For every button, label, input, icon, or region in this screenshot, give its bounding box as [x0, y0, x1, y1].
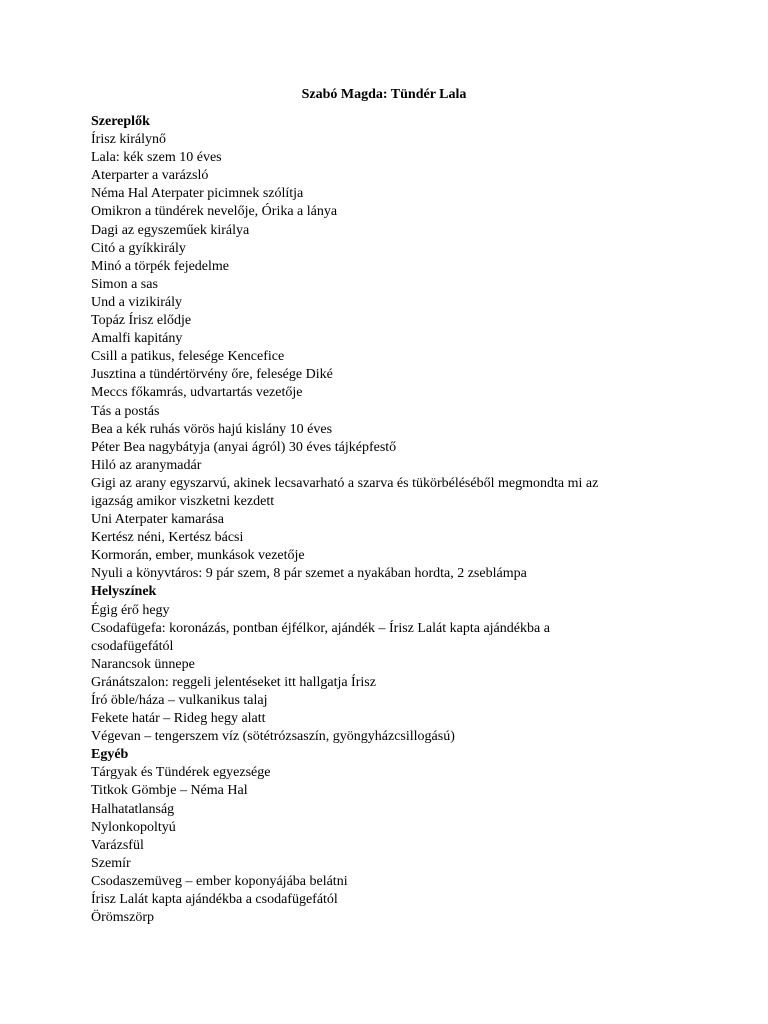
- list-item: Aterparter a varázsló: [91, 168, 209, 184]
- list-item: Égig érő hegy: [91, 602, 170, 618]
- list-item: Fekete határ – Rideg hegy alatt: [91, 711, 266, 727]
- list-item: Tás a postás: [91, 403, 160, 419]
- list-item: Néma Hal Aterpater picimnek szólítja: [91, 186, 304, 202]
- list-item: Narancsok ünnepe: [91, 656, 195, 672]
- list-item: Hiló az aranymadár: [91, 457, 202, 473]
- list-item: Gránátszalon: reggeli jelentéseket itt hallgatja Írisz: [91, 674, 376, 690]
- list-item: Lala: kék szem 10 éves: [91, 150, 222, 166]
- list-item: Péter Bea nagybátyja (anyai ágról) 30 éves tájképfestő: [91, 439, 397, 455]
- list-item: Kormorán, ember, munkások vezetője: [91, 548, 305, 564]
- list-item: Szemír: [91, 855, 131, 871]
- list-item: igazság amikor viszketni kezdett: [91, 493, 275, 509]
- list-item: Gigi az arany egyszarvú, akinek lecsavarható a szarva és tükörbéléséből megmondta mi az: [91, 475, 599, 491]
- list-item: Amalfi kapitány: [91, 331, 183, 347]
- list-item: Dagi az egyszeműek királya: [91, 222, 250, 238]
- list-item: Írisz Lalát kapta ajándékba a csodafügefától: [91, 892, 338, 908]
- list-item: Kertész néni, Kertész bácsi: [91, 530, 244, 546]
- list-item: Topáz Írisz elődje: [91, 313, 192, 329]
- list-item: Simon a sas: [91, 276, 158, 292]
- list-item: Halhatatlanság: [91, 801, 175, 817]
- document-title: Szabó Magda: Tündér Lala: [301, 87, 467, 102]
- list-item: Csill a patikus, felesége Kencefice: [91, 349, 285, 365]
- list-item: Tárgyak és Tündérek egyezsége: [91, 765, 271, 781]
- list-item: Író öble/háza – vulkanikus talaj: [91, 693, 268, 708]
- list-item: Meccs főkamrás, udvartartás vezetője: [91, 385, 303, 401]
- section-heading: Szereplők: [91, 114, 150, 129]
- list-item: Csodaszemüveg – ember koponyájába belátni: [91, 873, 348, 889]
- list-item: Minó a törpék fejedelme: [91, 258, 230, 274]
- section-heading: Egyéb: [91, 747, 129, 763]
- list-item: csodafügefától: [91, 638, 174, 654]
- list-item: Und a vizikirály: [91, 294, 182, 310]
- list-item: Varázsfül: [91, 837, 144, 853]
- list-item: Jusztina a tündértörvény őre, felesége Diké: [91, 367, 333, 383]
- list-item: Uni Aterpater kamarása: [91, 512, 224, 528]
- list-item: Bea a kék ruhás vörös hajú kislány 10 éves: [91, 421, 333, 437]
- list-item: Csodafügefa: koronázás, pontban éjfélkor, ajándék – Írisz Lalát kapta ajándékba a: [91, 620, 550, 636]
- list-item: Nyuli a könyvtáros: 9 pár szem, 8 pár szemet a nyakában hordta, 2 zseblámpa: [91, 566, 527, 582]
- list-item: Örömszörp: [91, 910, 154, 926]
- list-item: Omikron a tündérek nevelője, Órika a lánya: [91, 204, 338, 220]
- list-item: Nylonkopoltyú: [91, 819, 176, 835]
- document-body: [91, 113, 681, 927]
- list-item: Írisz királynő: [91, 132, 167, 148]
- list-item: Titkok Gömbje – Néma Hal: [91, 783, 248, 799]
- list-item: Végevan – tengerszem víz (sötétrózsaszín, gyöngyházcsillogású): [91, 729, 455, 745]
- section-heading: Helyszínek: [91, 584, 157, 600]
- list-item: Citó a gyíkkirály: [91, 240, 186, 256]
